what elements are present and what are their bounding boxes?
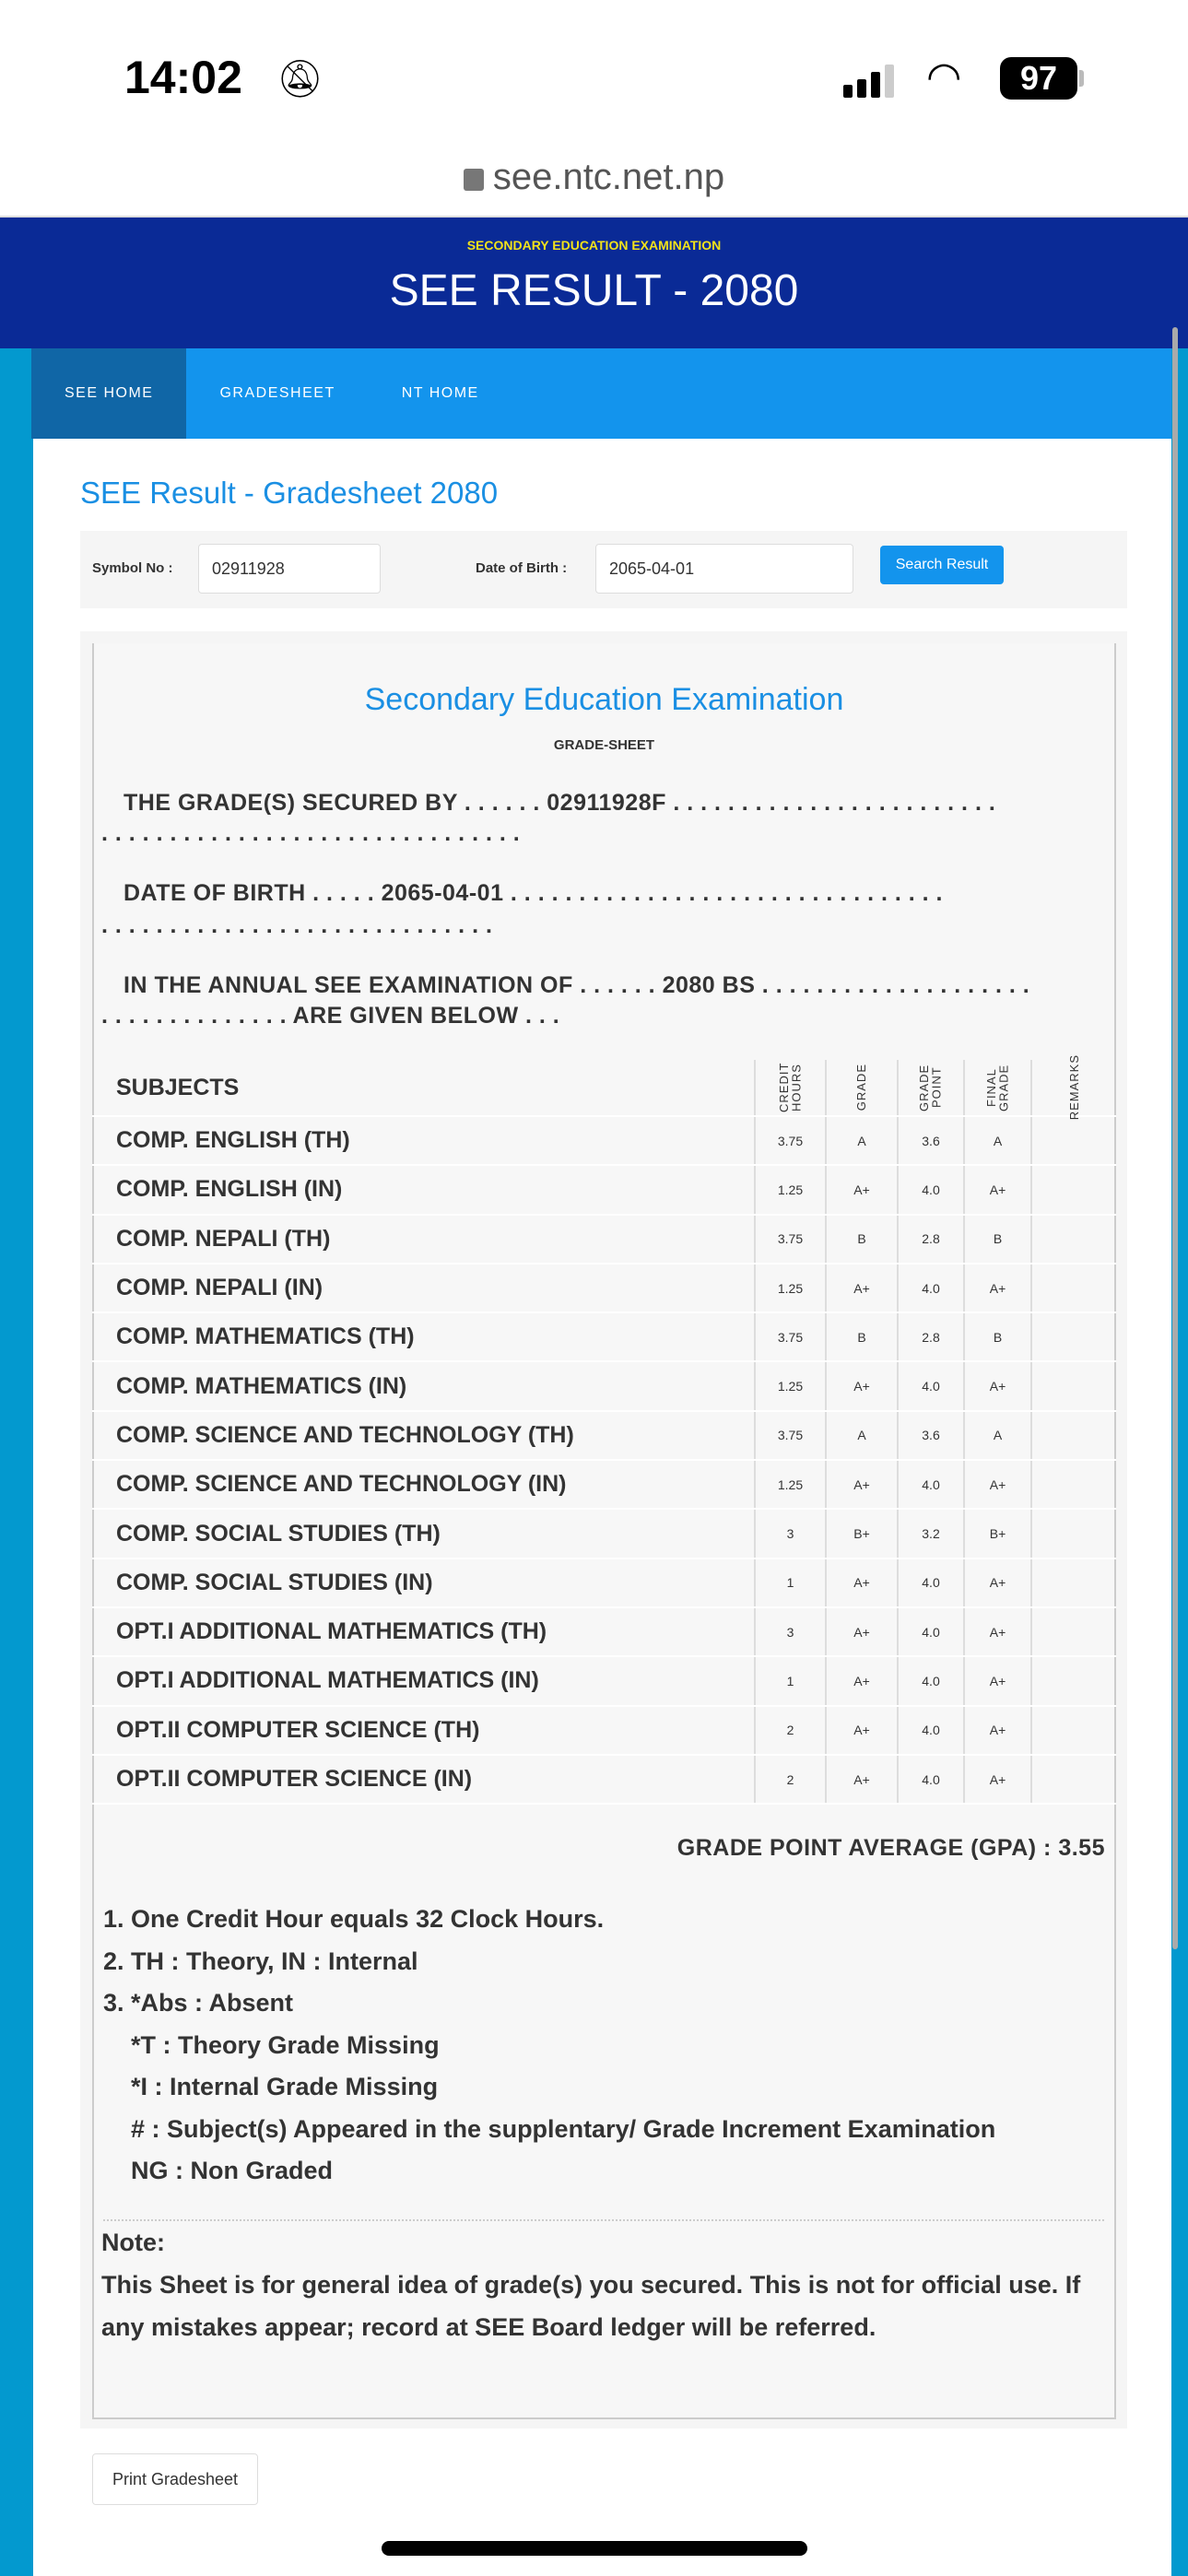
search-result-button[interactable]: Search Result xyxy=(880,546,1004,584)
cell-credit-hours: 2 xyxy=(756,1756,827,1803)
cell-grade: B xyxy=(827,1313,899,1360)
note-item: *T : Theory Grade Missing xyxy=(131,2030,440,2059)
cell-final-grade: B+ xyxy=(965,1510,1032,1557)
col-grade-point: GRADE POINT xyxy=(917,1064,944,1112)
cell-subject: OPT.I ADDITIONAL MATHEMATICS (IN) xyxy=(92,1657,756,1704)
cell-grade: A+ xyxy=(827,1166,899,1213)
note-item: 3. *Abs : Absent xyxy=(103,1989,294,2017)
cell-final-grade: A+ xyxy=(965,1559,1032,1606)
cell-grade-point: 3.2 xyxy=(899,1510,965,1557)
clock: 14:02 xyxy=(124,52,242,103)
secured-by-line: THE GRADE(S) SECURED BY . . . . . . 02911928F . . . . . . . . . . . . . . . . . . . . . . . . xyxy=(124,790,996,816)
cell-credit-hours: 1.25 xyxy=(756,1264,827,1312)
cell-subject: COMP. SOCIAL STUDIES (TH) xyxy=(92,1510,756,1557)
note-item: # : Subject(s) Appeared in the supplentary/ Grade Increment Examination xyxy=(131,2114,996,2143)
cell-remarks xyxy=(1032,1608,1116,1655)
table-body xyxy=(92,1117,1116,1805)
note-item: 2. TH : Theory, IN : Internal xyxy=(103,1947,418,1975)
table-row xyxy=(92,1313,1116,1362)
cell-final-grade: B xyxy=(965,1216,1032,1263)
cell-credit-hours: 3.75 xyxy=(756,1216,827,1263)
table-row xyxy=(92,1707,1116,1756)
scrollbar[interactable] xyxy=(1172,327,1178,1949)
cell-credit-hours: 3.75 xyxy=(756,1412,827,1459)
cell-final-grade: A+ xyxy=(965,1707,1032,1754)
cell-grade-point: 4.0 xyxy=(899,1461,965,1508)
cell-grade: A+ xyxy=(827,1362,899,1409)
cell-final-grade: A+ xyxy=(965,1461,1032,1508)
silent-bell-icon: 🔕︎ xyxy=(276,59,323,100)
cell-final-grade: A+ xyxy=(965,1362,1032,1409)
battery-cap xyxy=(1079,70,1084,87)
cell-grade-point: 4.0 xyxy=(899,1756,965,1803)
symbol-label: Symbol No : xyxy=(92,560,173,576)
cell-subject: COMP. MATHEMATICS (IN) xyxy=(92,1362,756,1409)
cell-subject: OPT.I ADDITIONAL MATHEMATICS (TH) xyxy=(92,1608,756,1655)
note-label: Note: xyxy=(101,2229,165,2256)
table-row xyxy=(92,1657,1116,1706)
header-title: SEE RESULT - 2080 xyxy=(389,266,799,315)
note-item: 1. One Credit Hour equals 32 Clock Hours. xyxy=(103,1905,605,1933)
cell-grade: B xyxy=(827,1216,899,1263)
col-remarks: REMARKS xyxy=(1066,1054,1081,1121)
cell-grade: A xyxy=(827,1412,899,1459)
cell-subject: COMP. NEPALI (TH) xyxy=(92,1216,756,1263)
cell-credit-hours: 1 xyxy=(756,1559,827,1606)
cell-subject: COMP. ENGLISH (IN) xyxy=(92,1166,756,1213)
cell-remarks xyxy=(1032,1216,1116,1263)
table-row xyxy=(92,1608,1116,1657)
nav-nt-home[interactable]: NT HOME xyxy=(401,385,479,401)
nav-bar xyxy=(31,348,1171,439)
cell-grade-point: 4.0 xyxy=(899,1166,965,1213)
gpa: GRADE POINT AVERAGE (GPA) : 3.55 xyxy=(676,1835,1105,1861)
table-row xyxy=(92,1166,1116,1215)
cell-subject: COMP. ENGLISH (TH) xyxy=(92,1117,756,1164)
table-row xyxy=(92,1756,1116,1805)
cell-remarks xyxy=(1032,1559,1116,1606)
table-row xyxy=(92,1216,1116,1264)
cell-subject: OPT.II COMPUTER SCIENCE (IN) xyxy=(92,1756,756,1803)
cell-credit-hours: 1.25 xyxy=(756,1461,827,1508)
table-row xyxy=(92,1412,1116,1461)
notes-list xyxy=(103,1899,1108,2193)
table-row xyxy=(92,1117,1116,1166)
cell-credit-hours: 2 xyxy=(756,1707,827,1754)
lock-icon xyxy=(464,169,484,191)
grades-table xyxy=(92,1054,1116,1805)
cell-remarks xyxy=(1032,1264,1116,1312)
cell-grade: A+ xyxy=(827,1707,899,1754)
home-indicator[interactable] xyxy=(382,2541,807,2556)
exam-line: IN THE ANNUAL SEE EXAMINATION OF . . . . . . 2080 BS . . . . . . . . . . . . . . . . . . . . xyxy=(124,972,1030,998)
wifi-icon: ◠ xyxy=(926,54,962,100)
cell-grade: B+ xyxy=(827,1510,899,1557)
cell-final-grade: B xyxy=(965,1313,1032,1360)
disclaimer xyxy=(101,2221,1111,2348)
cell-remarks xyxy=(1032,1707,1116,1754)
table-row xyxy=(92,1461,1116,1510)
cell-subject: COMP. NEPALI (IN) xyxy=(92,1264,756,1312)
cell-remarks xyxy=(1032,1362,1116,1409)
col-final-grade: FINAL GRADE xyxy=(983,1064,1011,1112)
cell-grade-point: 4.0 xyxy=(899,1608,965,1655)
sheet-title: Secondary Education Examination xyxy=(364,682,844,717)
url-text: see.ntc.net.np xyxy=(492,157,725,197)
cell-grade: A+ xyxy=(827,1461,899,1508)
note-item: NG : Non Graded xyxy=(131,2157,334,2184)
cell-grade-point: 2.8 xyxy=(899,1216,965,1263)
cell-subject: OPT.II COMPUTER SCIENCE (TH) xyxy=(92,1707,756,1754)
url-bar[interactable] xyxy=(0,157,1188,218)
cell-grade-point: 4.0 xyxy=(899,1362,965,1409)
cell-remarks xyxy=(1032,1313,1116,1360)
secured-by-line-cont: . . . . . . . . . . . . . . . . . . . . . . . . . . . . . . . xyxy=(101,820,521,846)
nav-see-home[interactable]: SEE HOME xyxy=(31,348,186,439)
cell-grade: A+ xyxy=(827,1756,899,1803)
table-row xyxy=(92,1559,1116,1608)
cell-subject: COMP. MATHEMATICS (TH) xyxy=(92,1313,756,1360)
cell-credit-hours: 3.75 xyxy=(756,1117,827,1164)
cell-remarks xyxy=(1032,1166,1116,1213)
sheet-subtitle: GRADE-SHEET xyxy=(553,737,655,753)
cell-subject: COMP. SCIENCE AND TECHNOLOGY (TH) xyxy=(92,1412,756,1459)
col-grade: GRADE xyxy=(854,1064,869,1112)
cell-grade: A xyxy=(827,1117,899,1164)
cell-final-grade: A+ xyxy=(965,1264,1032,1312)
cell-grade: A+ xyxy=(827,1657,899,1704)
cell-remarks xyxy=(1032,1756,1116,1803)
dob-input[interactable]: 2065-04-01 xyxy=(595,544,853,594)
col-credit-hours: CREDIT HOURS xyxy=(776,1062,804,1113)
cell-subject: COMP. SOCIAL STUDIES (IN) xyxy=(92,1559,756,1606)
nav-gradesheet[interactable]: GRADESHEET xyxy=(219,385,335,401)
cell-final-grade: A+ xyxy=(965,1657,1032,1704)
cell-final-grade: A+ xyxy=(965,1756,1032,1803)
header-subtitle: SECONDARY EDUCATION EXAMINATION xyxy=(466,238,722,253)
page-title: SEE Result - Gradesheet 2080 xyxy=(80,476,499,510)
site-header xyxy=(0,218,1188,348)
cell-grade-point: 2.8 xyxy=(899,1313,965,1360)
cell-grade: A+ xyxy=(827,1264,899,1312)
cell-grade-point: 4.0 xyxy=(899,1657,965,1704)
cell-subject: COMP. SCIENCE AND TECHNOLOGY (IN) xyxy=(92,1461,756,1508)
cell-remarks xyxy=(1032,1461,1116,1508)
table-header xyxy=(92,1054,1116,1121)
cell-credit-hours: 1.25 xyxy=(756,1166,827,1213)
dob-label: Date of Birth : xyxy=(476,560,568,576)
battery-icon: 97 xyxy=(1000,57,1077,100)
cell-grade-point: 4.0 xyxy=(899,1264,965,1312)
cell-credit-hours: 3.75 xyxy=(756,1313,827,1360)
cell-final-grade: A xyxy=(965,1117,1032,1164)
note-item: *I : Internal Grade Missing xyxy=(131,2073,439,2100)
cell-remarks xyxy=(1032,1657,1116,1704)
cell-credit-hours: 1.25 xyxy=(756,1362,827,1409)
cell-final-grade: A xyxy=(965,1412,1032,1459)
cell-grade-point: 4.0 xyxy=(899,1559,965,1606)
table-row xyxy=(92,1510,1116,1559)
cell-credit-hours: 1 xyxy=(756,1657,827,1704)
cell-grade: A+ xyxy=(827,1608,899,1655)
cell-remarks xyxy=(1032,1510,1116,1557)
table-row xyxy=(92,1362,1116,1411)
dob-line: DATE OF BIRTH . . . . . 2065-04-01 . . . . . . . . . . . . . . . . . . . . . . . . . . . . . . . . xyxy=(124,880,944,906)
print-gradesheet-button[interactable]: Print Gradesheet xyxy=(92,2453,258,2505)
signal-icon xyxy=(843,65,894,98)
cell-grade-point: 3.6 xyxy=(899,1412,965,1459)
symbol-input[interactable]: 02911928 xyxy=(198,544,381,594)
cell-grade-point: 4.0 xyxy=(899,1707,965,1754)
cell-final-grade: A+ xyxy=(965,1608,1032,1655)
cell-credit-hours: 3 xyxy=(756,1608,827,1655)
cell-remarks xyxy=(1032,1117,1116,1164)
table-row xyxy=(92,1264,1116,1313)
cell-credit-hours: 3 xyxy=(756,1510,827,1557)
cell-final-grade: A+ xyxy=(965,1166,1032,1213)
cell-grade: A+ xyxy=(827,1559,899,1606)
exam-line-cont: . . . . . . . . . . . . . . ARE GIVEN BELOW . . . xyxy=(101,1003,560,1029)
dob-line-cont: . . . . . . . . . . . . . . . . . . . . . . . . . . . . . xyxy=(101,912,493,938)
cell-remarks xyxy=(1032,1412,1116,1459)
cell-grade-point: 3.6 xyxy=(899,1117,965,1164)
col-subjects: SUBJECTS xyxy=(92,1060,756,1115)
note-text: This Sheet is for general idea of grade(s) you secured. This is not for official use. If any mistakes appear; record at SEE Board ledger will be referred. xyxy=(101,2271,1081,2341)
